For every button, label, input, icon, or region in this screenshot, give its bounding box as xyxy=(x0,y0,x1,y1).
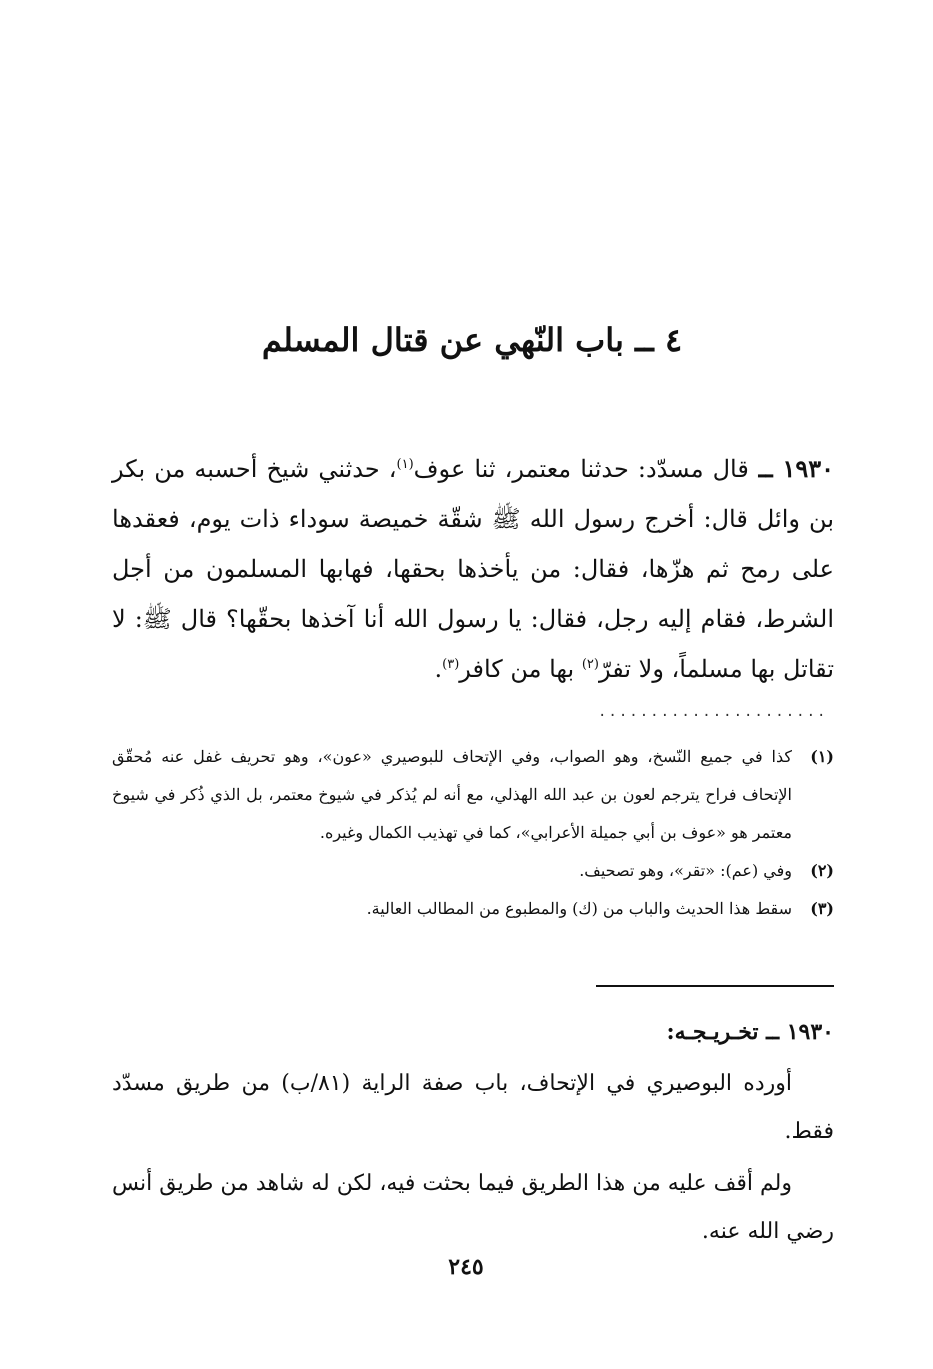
footnote-text: كذا في جميع النّسخ، وهو الصواب، وفي الإتحاف للبوصيري «عون»، وهو تحريف غفل عنه مُحقّق الإتحاف فراح يترجم لعون بن عبد الله الهذلي، مع أنه لم يُذكر في شيوخ معتمر، بل الذي ذُكر في شيوخ معتمر هو «عوف بن أبي جميلة الأعرابي»، كما في تهذيب الكمال وغيره. xyxy=(112,747,792,842)
footnote-ref-2: (٢) xyxy=(581,657,599,672)
hadith-paragraph xyxy=(112,444,834,694)
footnote-ref-3: (٣) xyxy=(442,657,460,672)
hadith-dash: ــ xyxy=(748,454,783,483)
takhrij-section xyxy=(112,1008,834,1256)
hadith-segment-1: قال مسدّد: حدثنا معتمر، ثنا عوف xyxy=(413,455,749,483)
footnote-2 xyxy=(112,852,834,890)
hadith-segment-3: بها من كافر xyxy=(459,655,582,683)
footnote-separator-dots: ...................... xyxy=(598,704,828,720)
hadith-number: ١٩٣٠ xyxy=(782,454,835,483)
takhrij-paragraph-2: ولم أقف عليه من هذا الطريق فيما بحثت فيه، لكن له شاهد من طريق أنس رضي الله عنه. xyxy=(112,1171,834,1244)
footnote-3 xyxy=(112,890,834,928)
takhrij-paragraph-1: أورده البوصيري في الإتحاف، باب صفة الراية (٨١/ب) من طريق مسدّد فقط. xyxy=(112,1071,834,1144)
footnote-text: وفي (عم): «تقر»، وهو تصحيف. xyxy=(579,861,792,880)
footnote-number: (٣) xyxy=(810,899,834,918)
page-number: ٢٤٥ xyxy=(448,1254,484,1280)
footnote-number: (٢) xyxy=(810,861,834,880)
chapter-title: ٤ ــ باب النّهي عن قتال المسلم xyxy=(261,321,683,359)
footnote-ref-1: (١) xyxy=(396,457,414,472)
hadith-text xyxy=(112,444,834,694)
footnotes xyxy=(112,738,834,928)
section-divider xyxy=(596,985,834,987)
takhrij-heading: ١٩٣٠ ــ تخـريـجـه: xyxy=(666,1019,834,1045)
footnote-text: سقط هذا الحديث والباب من (ك) والمطبوع من المطالب العالية. xyxy=(366,899,792,918)
hadith-segment-4: . xyxy=(434,655,443,683)
footnote-number: (١) xyxy=(810,747,834,766)
footnote-1 xyxy=(112,738,834,852)
hadith-segment-2: ، حدثني شيخ أحسبه من بكر بن وائل قال: أخرج رسول الله ﷺ شقّة خميصة سوداء ذات يوم، فعقدها على رمح ثم هزّها، فقال: من يأخذها بحقها، فهابها المسلمون من أجل الشرط، فقام إليه رجل، فقال: يا رسول الله أنا آخذها بحقّها؟ قال ﷺ: لا تقاتل بها مسلماً، ولا تفرّ xyxy=(112,455,834,683)
